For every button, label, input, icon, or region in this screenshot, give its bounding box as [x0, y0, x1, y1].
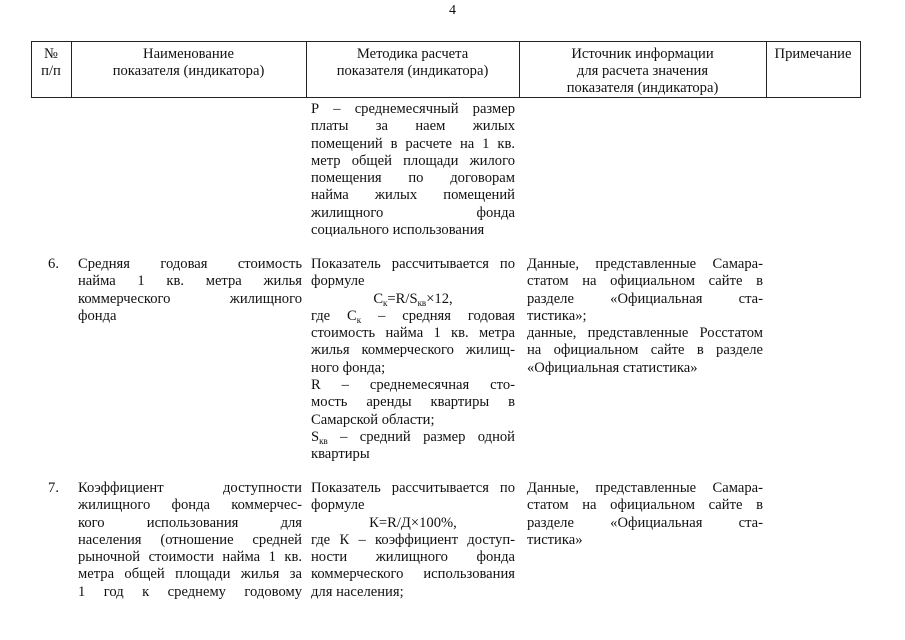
row-6-method: Показатель рассчитывается по формуле $С_к=R/S_{кв}\times 12$, где $С_к$ – средняя годовая стоимость найма 1 кв. метра жилья коммерческого жилищ- ного фонда; R – среднемесячная сто- мость аренды квартиры в Самарской области; $S_{кв}$ – средний размер одной квартиры: [311, 256, 515, 463]
table-top-border: [31, 41, 861, 42]
header-source: Источник информации для расчета значения показателя (индикатора): [566, 46, 719, 96]
header-num: № п/п: [41, 46, 61, 79]
row-7-formula: К=R/Д×100%,: [369, 514, 457, 531]
row-7-source: Данные, представленные Самара- статом на официальном сайте в разделе «Официальная ста- тистика»: [527, 480, 763, 548]
header-method: Методика расчета показателя (индикатора): [336, 46, 489, 79]
row-6-formula: $С_к=R/S_{кв}\times 12$,: [373, 290, 453, 308]
row-7-method: Показатель рассчитывается по формуле К=R/Д×100%, где К – коэффициент доступ- ности жилищного фонда коммерческого использования для населения;: [311, 480, 515, 600]
row-6-name: Средняя годовая стоимость найма 1 кв. метра жилья коммерческого жилищного фонда: [78, 256, 302, 324]
row-7-name: Коэффициент доступности жилищного фонда коммерчес- кого использования для населения (отношение средней рыночной стоимости найма 1 кв. метра общей площади жилья за 1 год к среднему годовому: [78, 480, 302, 600]
continuation-method-text: Р – среднемесячный размер платы за наем жилых помещений в расчете на 1 кв. метр общей площади жилого помещения по договорам найма жилых помещений жилищного фонда социального использования: [311, 101, 515, 239]
row-6-source: Данные, представленные Самара- статом на официальном сайте в разделе «Официальная ста- тистика»; данные, представленные Росстатом на официальном сайте в разделе «Официальная статистика»: [527, 256, 763, 376]
row-6-number: 6.: [48, 256, 59, 272]
table-right-border: [860, 41, 861, 98]
row-7-number: 7.: [48, 480, 59, 496]
header-bottom-border: [31, 97, 861, 98]
page-number: 4: [449, 3, 456, 18]
header-name: Наименование показателя (индикатора): [112, 46, 265, 79]
header-note: Примечание: [774, 46, 852, 62]
